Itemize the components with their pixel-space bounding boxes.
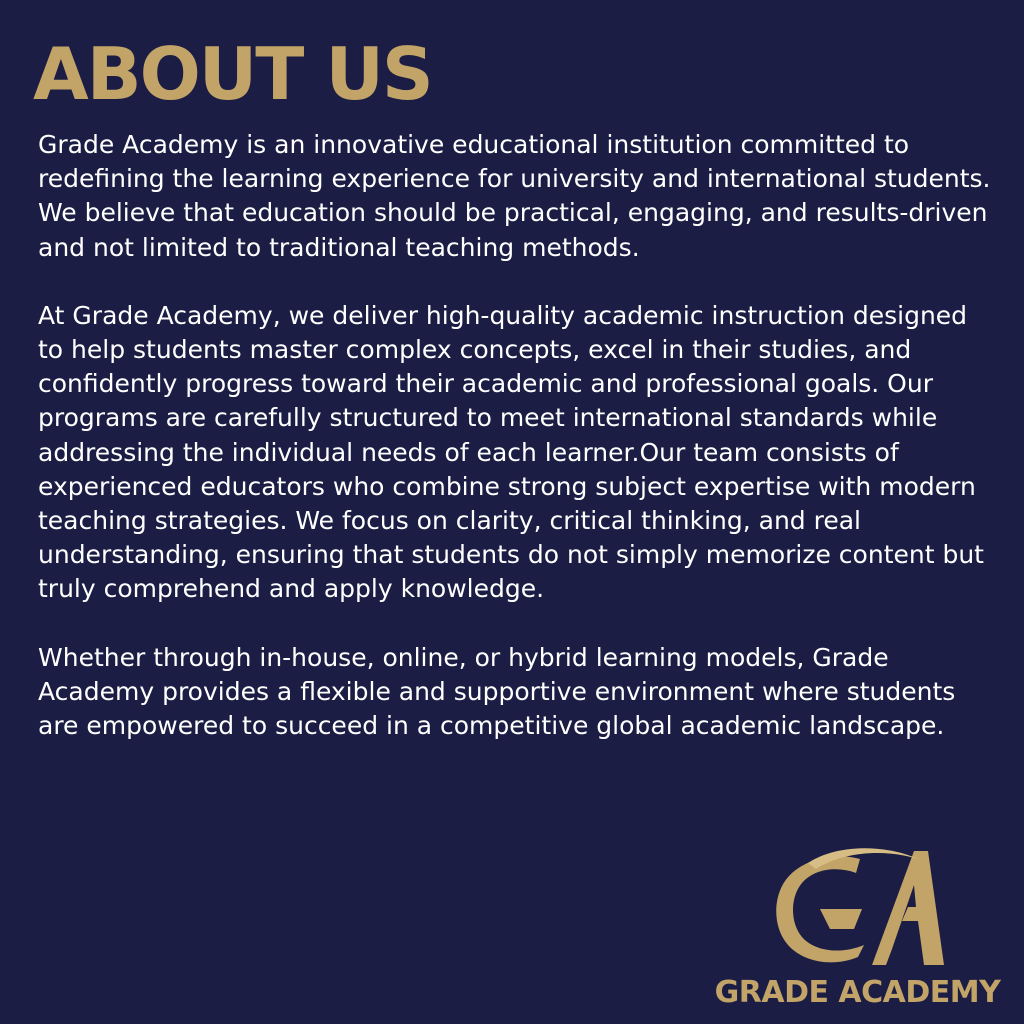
brand-logo (700, 845, 1015, 1020)
brand-name: GRADE ACADEMY (714, 975, 1001, 1010)
paragraph-instruction: At Grade Academy, we deliver high-quality academic instruction designed to help students master complex concepts, excel in their studies, and confidently progress toward their academic and professional goals. Our programs are carefully structured to meet international standards while addressing the individual needs of each learner.Our team consists of experienced educators who combine strong subject expertise with modern teaching strategies. We focus on clarity, critical thinking, and real understanding, ensuring that students do not simply memorize content but truly comprehend and apply knowledge. (38, 300, 984, 604)
page-title: ABOUT US (33, 32, 432, 116)
about-body (38, 128, 998, 743)
paragraph-learning-models: Whether through in-house, online, or hybrid learning models, Grade Academy provides a flexible and supportive environment where students are empowered to succeed in a competitive global academic landscape. (38, 642, 956, 741)
ga-monogram-icon (768, 845, 948, 970)
paragraph-intro: Grade Academy is an innovative educational institution committed to redefining the learning experience for university and international students. We believe that education should be practical, engaging, and results-driven and not limited to traditional teaching methods. (38, 130, 991, 262)
